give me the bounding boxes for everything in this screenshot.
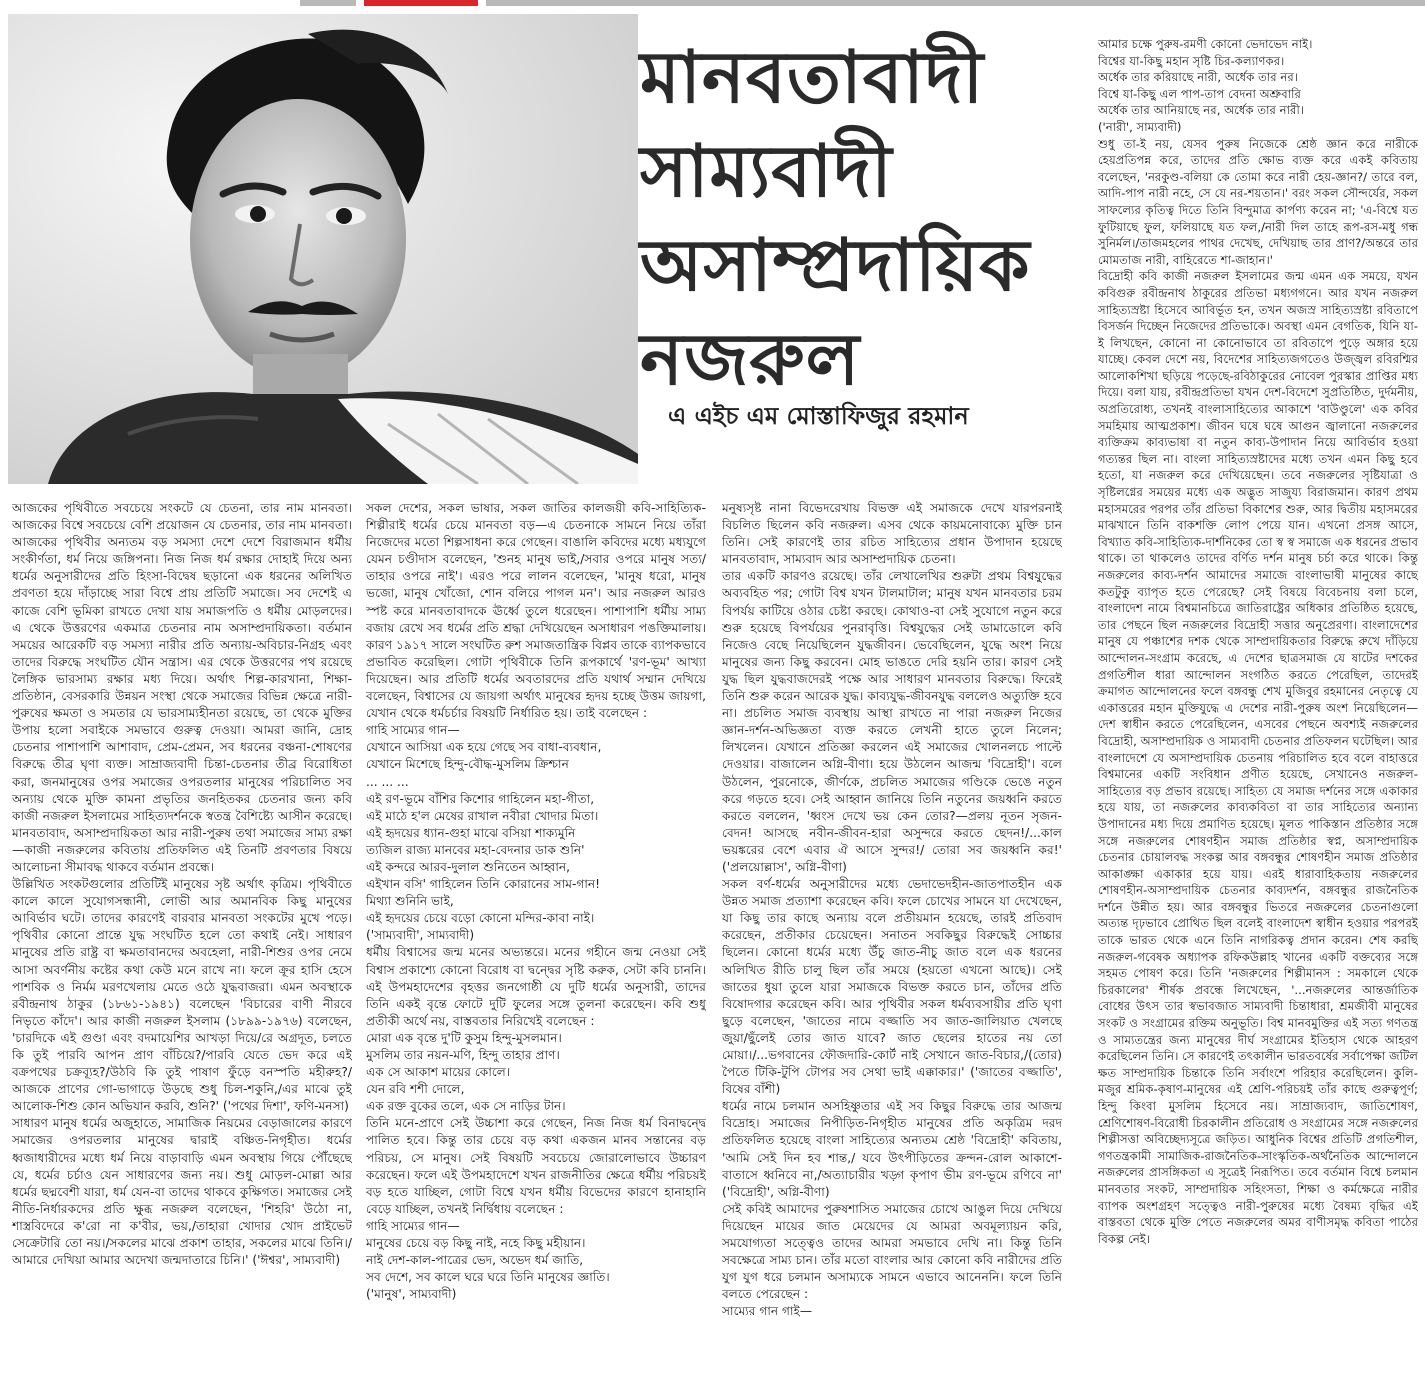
article-column-1 (12, 500, 352, 1386)
headline-line-1: মানবতাবাদী (640, 35, 985, 119)
verse-line: বিশ্বে যা-কিছু এল পাপ-তাপ বেদনা অশ্রুবারি (1098, 86, 1301, 101)
headline-line-4: নজরুল (640, 317, 861, 401)
headline-line-2: সাম্যবাদী (640, 129, 893, 213)
body-paragraph: সাধারণ মানুষ ধর্মের অজুহাতে, সামাজিক নিয়মের বেড়াজালের কারণে সমাজের ওপরতলার মানুষের দ্বারাই বঞ্চিত-নিগৃহীত। ধর্মের ধ্বজাধারীদের মধ্যে ধর্ম নিয়ে বাড়াবাড়ি এমন অবস্থায় গিয়ে পৌঁছেছে যে, ধর্মের চর্চাও যেন সাধারণের জন্য নয়। শুধু মোড়ল-মোল্লা আর ধর্মের ছদ্মবেশী যারা, ধর্ম যেন-বা তাদের থাকবে কুক্ষিগত। সমাজের সেই নীতি-নির্ধারকদের প্রতি ক্ষুব্ধ নজরুল বলেছেন, 'শিহরি' উঠো না, শাস্ত্রবিদেরে ক'রো না ক'বীর, ভয়,/তাহারা খোদার খোদ প্রাইভেট সেক্রেটারি তো নয়।/সকলের মাঝে প্রকাশ তাহার, সকলের মাঝে তিনি।/আমারে দেখিয়া আমার অদেখা জন্মদাতারে চিনি।' ('ঈশ্বর', সাম্যবাদী) (12, 1116, 352, 1268)
body-paragraph: ধর্মীয় বিশ্বাসের জন্ম মনের অভ্যন্তরে। মনের গহীনে জন্ম নেওয়া সেই বিশ্বাস প্রকাশ্যে কোনো বিরোধ বা দ্বন্দ্বের সৃষ্টি করুক, সেটা কবি চাননি। এই উপমহাদেশের বৃহত্তর জনগোষ্ঠী যে দুটি ধর্মের অনুসারী, তাদের তিনি একই বৃন্তে ফোটে দুটি ফুলের সঙ্গে তুলনা করেছেন। কবি শুধু প্রতীকী অর্থে নয়, বাস্তবতার নিরিখেই বলেছেন : (366, 945, 706, 1028)
verse-line: ত্যজিল রাজ্য মানবের মহা-বেদনার ডাক শুনি' (366, 842, 585, 857)
body-paragraph: তিনি মনে-প্রাণে সেই উচ্চাশা করে গেছেন, নিজ নিজ ধর্ম বিনাদ্বন্দ্বে পালিত হবে। কিন্তু তার চেয়ে বড় কথা একজন মানব সন্তানের বড় পরিচয়, সে মানুষ। সেই বিষয়টি সবচেয়ে জোরালোভাবে উচ্চারণ করেছেন। ফলে এই উপমহাদেশে যখন রাজনীতির ক্ষেত্রে ধর্মীয় পরিচয়ই বড় হতে যাচ্ছিল, গোটা বিশ্বে যখন ধর্মীয় বিভেদের কারণে হানাহানি বেড়ে যাচ্ছিল, তখনই নির্দ্বিধায় বলেছেন : (366, 1116, 706, 1216)
verse-line: বিশ্বের যা-কিছু মহান সৃষ্টি চির-কল্যাণকর। (1098, 53, 1285, 68)
header-tab-accent (364, 0, 478, 6)
author-byline: এ এইচ এম মোস্তাফিজুর রহমান (668, 402, 969, 430)
verse-line: এই মাঠে হ'ল মেষের রাখাল নবীরা খোদার মিতা। (366, 808, 599, 823)
verse-line: যেখানে মিশেছে হিন্দু-বৌদ্ধ-মুসলিম ক্রিশ্চান (366, 757, 569, 772)
portrait-photo-icon (8, 14, 638, 484)
body-paragraph: বিদ্রোহী কবি কাজী নজরুল ইসলামের জন্ম এমন এক সময়ে, যখন কবিগুরু রবীন্দ্রনাথ ঠাকুরের প্রতিভা মধ্যগগনে। আর যখন নজরুল সাহিত্যস্রষ্টা হিসেবে আবির্ভূত হন, তখন অজস্র সাহিত্যস্রষ্টা রবিতাপে বিসর্জন দিচ্ছেন নিজেদের প্রতিভাকে। অবস্থা এমন বেগতিক, যিনি যা-ই লিখছেন, কোনো না কোনোভাবে তা রবিতাপে পুড়ে অঙ্গার হয়ে যাচ্ছে। কেবল দেশে নয়, বিদেশের সাহিত্যজগতেও উজ্জ্বল রবিরশ্মির আলোকশিখা ছড়িয়ে পড়েছে-রবিঠাকুরের নোবেল পুরস্কার প্রাপ্তির মধ্য দিয়ে। বলা যায়, রবীন্দ্রপ্রতিভা যখন দেশ-বিদেশে সুপ্রতিষ্ঠিত, দুর্দমনীয়, অপ্রতিরোধ্য, তখনই বাংলাসাহিত্যের আকাশে 'বাউণ্ডুলে' এক কবির সমহিমায় আত্মপ্রকাশ। জীবন ঘষে ঘষে আগুন জ্বালানো নজরুলের ব্যক্তিক্রম কাব্যভাষা বা নতুন কাব্য-উপাদান নিয়ে আবির্ভাব হওয়া গত্যন্তর ছিল না। বাংলা সাহিত্যস্রষ্টাদের মধ্যে তখন এমন কিছু হবে হতো, যা নজরুল করে দেখিয়েছেন। তবে নজরুলের সৃষ্টিযাত্রা ও সৃষ্টিলগ্নের সময়ের মধ্যে এক অদ্ভুত সাজুয্য বিরাজমান। কারণ প্রথম মহাসমরের পরপর তাঁর প্রতিভা বিকাশের শুরু, আর দ্বিতীয় মহাসমরের মাঝখানে তিনি বাকশক্তি লোপ পেয়ে যান। এখনো প্রসঙ্গ আসে, বিখ্যাত কবি-সাহিত্যিক-দার্শনিকের তো স্ব স্ব সমাজে এক ধরনের প্রভাব থাকে। তা থাকলেও তাদের বর্ণিত দর্শন মানুষ চর্চা করে থাকে। কিন্তু নজরুলের কাব্য-দর্শন আমাদের সমাজে বাংলাভাষী মানুষের কাছে কতটুকু ব্যাপৃত হতে পেরেছে? সেই বিষয়ে বিবেচনায় বলা চলে, বাংলাদেশ নামে বিশ্বমানচিত্রে জাতিরাষ্ট্রের অধিকার প্রতিষ্ঠিত হয়েছে, তার পেছনে ছিল নজরুলের বিদ্রোহী সত্তার অনুপ্রেরণা। বাংলাদেশের মানুষ যে পঞ্চাশের দশক থেকে সাম্প্রদায়িকতার বিরুদ্ধে রুখে দাঁড়িয়ে আন্দোলন-সংগ্রাম করেছে, এ দেশের ছাত্রসমাজ যে ষাটের দশকের প্রগতিশীল ধারা আন্দোলন সংগঠিত করতে পেরেছিল, তাদেরই ক্রমাগত আন্দোলনের ফলে বঙ্গবন্ধু শেখ মুজিবুর রহমানের নেতৃত্বে যে একাত্তরের মহান মুক্তিযুদ্ধে এ দেশের নারী-পুরুষ অংশ নিয়েছিলেন—দেশ স্বাধীন করতে পেরেছিলেন, এসবের পেছনে অবশ্যই নজরুলের বিদ্রোহী, অসাম্প্রদায়িক ও সাম্যবাদী চেতনার প্রতিফলন ঘটেছিল। আর বাংলাদেশে যে অসাম্প্রদায়িক চেতনায় পরিচালিত হবে বলে বাহাত্তরে বিশ্বমানের একটি সংবিধান প্রণীত হয়েছে, সেখানেও নজরুল-সাহিত্যের বড় প্রভাব রয়েছে। সাহিত্য যে সমাজ দর্শনের সঙ্গে একাকার হয়ে যায়, তা নজরুলের কাব্যকবিতা বা তার সাহিত্যের অন্যান্য উপাদানের মধ্য দিয়ে প্রমাণিত হয়েছে। মূলত পাকিস্তান প্রতিষ্ঠার সঙ্গে সঙ্গে নজরুলের শোষণহীন সমাজ প্রতিষ্ঠার স্বপ্ন, অসাম্প্রদায়িক চেতনার চোয়ালবদ্ধ সংকল্প আর বঙ্গবন্ধুর শোষণহীন সমাজ প্রতিষ্ঠার আকাঙ্ক্ষা একাকার হয়ে যায়। এরই ধারাবাহিকতায় নজরুলের শোষণহীন-অসাম্প্রদায়িক চেতনার কাব্যদর্শন, বঙ্গবন্ধুর রাজনৈতিক দর্শনে উন্নীত হয়। আর বঙ্গবন্ধুর ভিতরে নজরুলের চেতনাগুলো অত্যন্ত দৃঢ়ভাবে প্রোথিত ছিল বলেই বাংলাদেশ স্বাধীন হওয়ার পরপরই তাকে ভারত থেকে এনে তিনি নাগরিকত্ব প্রদান করেন। শেষ করছি নজরুল-গবেষক অধ্যাপক রফিকউল্লাহ খানের একটি বক্তব্যের সঙ্গে সহমত পোষণ করে। তিনি 'নজরুলের শিল্পীমানস : সমকালে থেকে চিরকালের' শীর্ষক প্রবন্ধে লিখেছেন, '...নজরুলের আন্তর্জাতিক বোধের উৎস তার স্বভাবজাত সাম্যবাদী চিন্তাধারা, শ্রমজীবী মানুষের সংকট ও সংগ্রামের রক্তিম অনুভূতি। বিশ্ব মানবমুক্তির এই সত্য গণতন্ত্র ও সাম্যতন্ত্রের জন্য মানুষের দীর্ঘ সংগ্রামের ইতিহাস থেকে আহরণ করেছিলেন তিনি। সে কারণেই তৎকালীন ভারতবর্ষের সর্বাপেক্ষা জটিল ক্ষত সাম্প্রদায়িক চিন্তাকে তিনি সর্বাংশে পরিহার করেছিলেন। কুলি-মজুর শ্রমিক-কৃষাণ-মানুষের এই শ্রেণি-পরিচয়ই তাঁর কাছে গুরুত্বপূর্ণ; হিন্দু কিংবা মুসলিম হিসেবে নয়। সাম্রাজ্যবাদ, জাতিশোষণ, শ্রেণিশোষণ-বিরোধী চিরকালীন প্রতিরোধ ও সংগ্রামের সঙ্গে নজরুলের শিল্পীসত্তা অবিচ্ছেদ্যসূত্রে জড়িত। আধুনিক বিশ্বের প্রতিটি প্রগতিশীল, গণতন্ত্রকামী সামাজিক-রাজনৈতিক-সাংস্কৃতিক-অর্থনৈতিক আন্দোলনে নজরুলের প্রাসঙ্গিকতা এ সূত্রেই নিরূপিত। তবে বর্তমান বিশ্বে চলমান মানবতার সংকট, সাম্প্রদায়িক সহিংসতা, শিক্ষা ও কর্মক্ষেত্রে নারীর ব্যাপক অংশগ্রহণ সত্ত্বেও নারী-পুরুষের মধ্যে বৈষম্য বৃদ্ধির এই বাস্তবতা থেকে মুক্তি পেতে নজরুলের অমর বাণীসমৃদ্ধ কবিতা পাঠের বিকল্প নেই। (1098, 269, 1418, 1246)
verse-line: ... ... ... (366, 774, 409, 789)
verse-line: মিথ্যা শুনিনি ভাই, (366, 894, 454, 909)
verse-line: এই হৃদয়ের চেয়ে বড়ো কোনো মন্দির-কাবা নাই। (366, 911, 595, 926)
verse-line: অর্ধেক তার আনিয়াছে নর, অর্ধেক তার নারী। (1098, 103, 1304, 118)
verse-line: অর্ধেক তার করিয়াছে নারী, অর্ধেক তার নর। (1098, 70, 1298, 85)
verse-line: এই কন্দরে আরব-দুলাল শুনিতেন আহ্বান, (366, 859, 571, 874)
body-paragraph: উল্লিখিত সংকটগুলোর প্রতিটিই মানুষের সৃষ্ট অর্থাৎ কৃত্রিম। পৃথিবীতে কালে কালে সুযোগসন্ধানী, লোভী আর অমানবিক কিছু মানুষের আবির্ভাব ঘটে। তাদের কারণেই বারবার মানবতা সংকটের মুখে পড়ে। পৃথিবীর কোনো প্রান্তে যুদ্ধ সংঘটিত হলে তো কথাই নেই। সাধারণ মানুষের প্রতি রাষ্ট্র বা ক্ষমতাবানদের অবহেলা, নারী-শিশুর ওপর নেমে আসা অবর্ণনীয় কষ্টের কথা কেউ মনে রাখে না। ফলে ক্রূর হাসি হেসে পাশবিক ও নির্মম মরণখেলায় মেতে ওঠে যুদ্ধবাজরা। এমন অবস্থাকে রবীন্দ্রনাথ ঠাকুর (১৮৬১-১৯৪১) বলেছেন 'বিচারের বাণী নীরবে নিভৃতে কাঁদে'। আর কাজী নজরুল ইসলাম (১৮৯৯-১৯৭৬) বলেছেন, 'চারদিকে এই গুণ্ডা এবং বদমায়েশির আখড়া দিয়ে/রে অগ্রদূত, চলতে কি তুই পারবি আপন প্রাণ বাঁচিয়ে?/পারবি যেতে ভেদ করে এই বক্রপথের চক্রব্যূহ?/উঠবি কি তুই পাষাণ ফুঁড়ে বনস্পতি মহীরুহ?/আজকে প্রাণের গো-ভাগাড়ে উড়ছে শুধু চিল-শকুনি,/এর মাঝে তুই আলোক-শিশু কোন অভিযান করবি, শুনি?' ('পথের দিশা', ফণি-মনসা) (12, 877, 352, 1114)
body-paragraph: সকল বর্ণ-ধর্মের অনুসারীদের মধ্যে ভেদাভেদহীন-জাতপাতহীন এক উন্নত সমাজ প্রত্যাশা করেছেন কবি। ফলে চোখের সামনে যা দেখেছেন, যা কিছু তার কাছে অন্যায় বলে প্রতীয়মান হয়েছে, তারই প্রতিবাদ করেছেন, প্রতীকার চেয়েছেন। সনাতন সবকিছুর বিরুদ্ধেই সোচ্চার ছিলেন। কোনো ধর্মের মধ্যে উঁচু জাত-নীচু জাত বলে এক ধরনের অলিখিত রীতি চালু ছিল তাঁর সময়ে (হয়তো এখনো আছে)। সেই জাতের ধুয়া তুলে যারা সমাজকে বিভক্ত করতে চান, তাঁদের প্রতি বিষোদগার করেছেন কবি। আর পৃথিবীর সকল ধর্মব্যবসায়ীর প্রতি ঘৃণা ছুড়ে বলেছেন, 'জাতের নামে বজ্জাতি সব জাত-জালিয়াত খেলছে জুয়া/ছুঁলেই তোর জাত যাবে? জাত ছেলের হাতের নয় তো মোয়া।/...ভগবানের ফৌজদারি-কোর্ট নাই সেখানে জাত-বিচার,/(তোর) পৈতে টিকি-টুপি টোপর সব সেথা ভাই এক্কাকার।' ('জাতের বজ্জাতি', বিষের বাঁশী) (722, 877, 1062, 1097)
body-paragraph: তার একটি কারণও রয়েছে। তাঁর লেখালেখির শুরুটা প্রথম বিশ্বযুদ্ধের অব্যবহিত পর; গোটা বিশ্ব যখন টালমাটাল; মানুষ যখন মানবতার চরম বিপর্যয় কাটিয়ে ওঠার চেষ্টা করছে। কোথাও-বা সেই সুযোগে নতুন করে শুরু হয়েছে বিপর্যয়ের পুনরাবৃত্তি। বিশ্বযুদ্ধের সেই ডামাডোলে কবি নিজেও বেছে নিয়েছিলেন যুদ্ধজীবন। ভেবেছিলেন, যুদ্ধে অংশ নিয়ে মানুষের জন্য কিছু করবেন। মোহ ভাঙতে দেরি হয়নি তার। কারণ সেই যুদ্ধ ছিল যুদ্ধবাজদেরই পক্ষে আর সাধারণ মানবতার বিরুদ্ধে। ফিরেই তিনি শুরু করেন আরেক যুদ্ধ। কাব্যযুদ্ধ-জীবনযুদ্ধ বললেও অত্যুক্তি হবে না। প্রচলিত সমাজ ব্যবস্থায় আস্থা রাখতে না পারা নজরুল নিজের জ্ঞান-দর্শন-অভিজ্ঞতা ব্যক্ত করতে লেখনী হাতে তুলে নিলেন; লিখলেন। যেখানে প্রতিজ্ঞা করলেন এই সমাজের খোলনলচে পাল্টে দেওয়ার। বাজালেন অগ্নি-বীণা। হয়ে উঠলেন আজন্ম 'বিদ্রোহী'। বলে উঠলেন, পুরনোকে, জীর্ণকে, প্রচলিত সমাজের গণ্ডিকে ভেঙে নতুন করে গড়তে হবে। সেই আহ্বান জানিয়ে তিনি নতুনের জয়ধ্বনি করতে করতে বললেন, 'ধ্বংস দেখে ভয় কেন তোর?—প্রলয় নূতন সৃজন-বেদন! আসছে নবীন-জীবন-হারা অসুন্দরে করতে ছেদন!/...কাল ভয়ঙ্করের বেশে এবার ঐ আসে সুন্দর!/ তোরা সব জয়ধ্বনি কর!' ('প্রলয়োল্লাস', অগ্নি-বীণা) (722, 569, 1062, 874)
verse-line: মানুষের চেয়ে বড় কিছু নাই, নহে কিছু মহীয়ান। (366, 1236, 586, 1251)
body-paragraph: সকল দেশের, সকল ভাষার, সকল জাতির কালজয়ী কবি-সাহিত্যিক-শিল্পীরাই ধর্মের চেয়ে মানবতা বড়—এ চেতনাকে সামনে নিয়ে তাঁরা নিজেদের মতো শিল্পসাধনা করে গেছেন। বাঙালি কবিদের মধ্যে মধ্যযুগে যেমন চণ্ডীদাস বলেছেন, 'শুনহ মানুষ ভাই,/সবার ওপরে মানুষ সত্য/তাহার ওপরে নাই'। এরও পরে লালন বলেছেন, 'মানুষ ধরো, মানুষ ভজো, মানুষ খোঁজো, শোন বলিরে পাগল মন'। আর নজরুল আরও স্পষ্ট করে মানবতাবাদকে ঊর্ধ্বে তুলে ধরেছেন। পাশাপাশি ধর্মীয় সাম্য বজায় রেখে সব ধর্মের প্রতি শ্রদ্ধা দেখিয়েছেন অসাধারণ পঙক্তিমালায়। কারণ ১৯১৭ সালে সংঘটিত রুশ সমাজতান্ত্রিক বিপ্লব তাকে ব্যাপকভাবে প্রভাবিত করেছিল। গোটা পৃথিবীকে তিনি রূপকার্থে 'রণ-ভূম' আখ্যা দিয়েছেন। আর প্রতিটি ধর্মের অবতারদের প্রতি যথার্থ সম্মান দেখিয়ে বলেছেন, বিশ্বাসের যে জায়গা অর্থাৎ মানুষের হৃদয় হচ্ছে উত্তম জায়গা, যেখান থেকে ধর্মচর্চার বিষয়টি নির্ধারিত হয়। তাই বলেছেন : (366, 501, 706, 721)
headline (640, 30, 1080, 406)
verse-line: সাম্যের গান গাই— (722, 1304, 813, 1319)
header-tab-gray-2 (486, 0, 1425, 6)
verse-line: সব দেশে, সব কালে ঘরে ঘরে তিনি মানুষের জ্ঞাতি। (366, 1270, 610, 1285)
verse-citation: ('সাম্যবাদী', সাম্যবাদী) (366, 928, 475, 943)
body-paragraph: শুধু তা-ই নয়, যেসব পুরুষ নিজেকে শ্রেষ্ঠ জ্ঞান করে নারীকে হেয়প্রতিপন্ন করে, তাদের প্রতি ক্ষোভ ব্যক্ত করে একই কবিতায় বলেছেন, 'নরকুণ্ড-বলিয়া কে তোমা করে নারী হেয়-জ্ঞান?/ তারে বল, আদি-পাপ নারী নহে, সে যে নর-শয়তান।' বরং সকল সৌন্দর্যের, সকল সাফল্যের কৃতিত্ব দিতে তিনি বিন্দুমাত্র কার্পণ্য করেন না; 'এ-বিশ্বে যত ফুটিয়াছে ফুল, ফলিয়াছে যত ফল,/নারী দিল তাহে রূপ-রস-মধু গন্ধ সুনির্মল।/তাজমহলের পাথর দেখেছ, দেখিয়াছ তার প্রাণ?/অন্তরে তার মোমতাজ নারী, বাহিরেতে শা-জাহান।' (1098, 136, 1418, 267)
verse-line: এক রক্ত বুকের তলে, এক সে নাড়ির টান। (366, 1099, 566, 1114)
article-column-right (1098, 36, 1418, 1386)
body-paragraph: সেই কবিই আমাদের পুরুষশাসিত সমাজের চোখে আঙুল দিয়ে দেখিয়ে দিয়েছেন মায়ের জাত মেয়েদের যে আমরা অবমূল্যায়ন করি, সমযোগ্যতা সত্ত্বেও তাদের আমরা সমভাবে দেখি না। কিন্তু তিনি সবক্ষেত্রে সাম্য চান। তাঁর মতো বাংলার আর কোনো কবি নারীদের প্রতি যুগ যুগ ধরে চলমান অসাম্যকে সামনে এভাবে আনেননি। ফলে তিনি বলতে পেরেছেন : (722, 1201, 1062, 1302)
body-paragraph: ধর্মের নামে চলমান অসহিষ্ণুতার এই সব কিছুর বিরুদ্ধে তার আজন্ম বিদ্রোহ। সমাজের নিপীড়িত-নিগৃহীত মানুষের প্রতি অকৃত্রিম দরদ প্রতিফলিত হয়েছে বাংলা সাহিত্যের অন্যতম শ্রেষ্ঠ 'বিদ্রোহী' কবিতায়, 'আমি সেই দিন হব শান্ত,/ যবে উৎপীড়িতের ক্রন্দন-রোল আকাশে-বাতাসে ধ্বনিবে না,/অত্যাচারীর খড়্গ কৃপাণ ভীম রণ-ভূমে রণিবে না' ('বিদ্রোহী', অগ্নি-বীণা) (722, 1099, 1062, 1199)
body-paragraph: মনুষ্যসৃষ্ট নানা বিভেদরেখায় বিভক্ত এই সমাজকে দেখে যারপরনাই বিচলিত ছিলেন কবি নজরুল। এসব থেকে কায়মনোবাক্যে মুক্তি চান তিনি। সেই কারণেই তার রচিত সাহিত্যের প্রধান উপাদান হয়েছে মানবতাবাদ, সাম্যবাদ আর অসাম্প্রদায়িক চেতনা। (722, 501, 1062, 567)
verse-line: যেন রবি শশী দোলে, (366, 1082, 465, 1097)
verse-citation: ('নারী', সাম্যবাদী) (1098, 119, 1182, 134)
body-paragraph: আজকের পৃথিবীতে সবচেয়ে সংকটে যে চেতনা, তার নাম মানবতা। আজকের বিশ্বে সবচেয়ে বেশি প্রয়োজন যে চেতনার, তার নাম মানবতা। আজকের পৃথিবীর অন্যতম বড় সমস্যা দেশে দেশে বিরাজমান ধর্মীয় সংকীর্ণতা, ধর্ম নিয়ে জঙ্গিপনা। নিজ নিজ ধর্ম রক্ষার দোহাই দিয়ে অন্য ধর্মের অনুসারীদের প্রতি হিংসা-বিদ্বেষ ছড়ানো এক ধরনের অলিখিত প্রবণতা হয়ে দাঁড়াচ্ছে সারা বিশ্বে প্রায় প্রতিটি সমাজে। সব দেশেই এ কাজে বেশি ভূমিকা রাখতে দেখা যায় সমাজপতি ও ধর্মীয় মোড়লদের। এ থেকে উত্তরণের একমাত্র চেতনার নাম অসাম্প্রদায়িকতা। বর্তমান সময়ের আরেকটি বড় সমস্যা নারীর প্রতি অন্যায়-অবিচার-নিগ্রহ এবং তাদের বিরুদ্ধে সংঘটিত যৌন সন্ত্রাস। এর থেকে উত্তরণের পথ রয়েছে লৈঙ্গিক ভারসাম্য রক্ষার মধ্য দিয়ে। অর্থাৎ শিল্প-কারখানা, শিক্ষা-প্রতিষ্ঠান, বেসরকারি উন্নয়ন সংস্থা থেকে সমাজের বিভিন্ন ক্ষেত্রে নারী-পুরুষের ক্ষমতা ও সমতার যে ভারসাম্যহীনতা রয়েছে, তা থেকে মুক্তির উপায় হলো সবাইকে সমভাবে গুরুত্ব দেওয়া। আমরা জানি, দ্রোহ চেতনার পাশাপাশি আশাবাদ, প্রেম-প্রেমন, সব ধরনের বঞ্চনা-শোষণের বিরুদ্ধে তীব্র ঘৃণা ব্যক্ত। সাম্রাজ্যবাদী চিন্তা-চেতনার তীব্র বিরোধিতা করা, জনমানুষের ওপর সমাজের ওপরতলার মানুষের পরিচালিত সব অন্যায় থেকে মুক্তি কামনা প্রভৃতির জনহিতকর চেতনার জন্য কবি কাজী নজরুল ইসলামের সাহিত্যদর্শনকে স্বতন্ত্র বৈশিষ্ট্যে আসীন করেছে। মানবতাবাদ, অসাম্প্রদায়িকতা আর নারী-পুরুষ তথা সমাজের সাম্য রক্ষা—কাজী নজরুলের কবিতায় প্রতিফলিত এই তিনটি প্রবণতার বিষয়ে আলোচনা সীমাবদ্ধ থাকবে বর্তমান প্রবন্ধে। (12, 501, 352, 874)
verse-line: মোরা এক বৃন্তে দু'টি কুসুম হিন্দু-মুসলমান। (366, 1030, 562, 1045)
header-tab-gray-1 (300, 0, 356, 6)
verse-line: নাই দেশ-কাল-পাত্রের ভেদ, অভেদ ধর্ম জাতি, (366, 1253, 584, 1268)
verse-line: এইখান বসি' গাহিলেন তিনি কোরানের সাম-গান! (366, 877, 601, 892)
verse-line: এই হৃদয়ের ধ্যান-গুহা মাঝে বসিয়া শাক্যমুনি (366, 825, 576, 840)
verse-line: এক সে আকাশ মায়ের কোলে। (366, 1065, 511, 1080)
headline-line-3: অসাম্প্রদায়িক (640, 223, 1031, 307)
header-tab-bar (0, 0, 1425, 6)
verse-line: মুসলিম তার নয়ন-মণি, হিন্দু তাহার প্রাণ। (366, 1048, 560, 1062)
article-column-3 (722, 500, 1062, 1386)
verse-line: আমার চক্ষে পুরুষ-রমণী কোনো ভেদাভেদ নাই। (1098, 37, 1313, 51)
verse-line: যেখানে আসিয়া এক হয়ে গেছে সব বাধা-ব্যবধান, (366, 740, 602, 755)
verse-line: গাহি সাম্যের গান— (366, 1218, 460, 1233)
verse-line: এই রণ-ভূমে বাঁশির কিশোর গাহিলেন মহা-গীতা, (366, 791, 595, 806)
verse-citation: ('মানুষ', সাম্যবাদী) (366, 1287, 457, 1302)
verse-line: গাহি সাম্যের গান— (366, 723, 460, 738)
article-column-2 (366, 500, 706, 1386)
